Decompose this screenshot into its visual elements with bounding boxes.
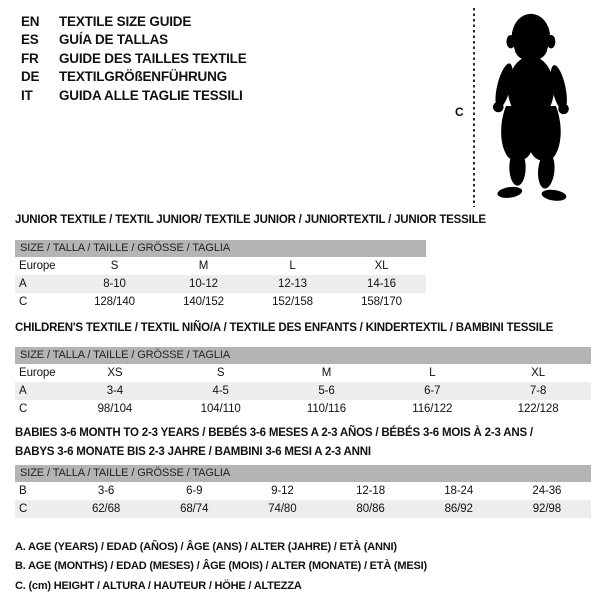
children-textile-section (15, 321, 591, 418)
value-cell: 62/68 (62, 500, 150, 518)
row-label-cell: C (15, 500, 62, 518)
babies-size-header-bar: SIZE / TALLA / TAILLE / GRÖSSE / TAGLIA (15, 465, 591, 482)
junior-table-title: JUNIOR TEXTILE / TEXTIL JUNIOR/ TEXTILE JUNIOR / JUNIORTEXTIL / JUNIOR TESSILE (15, 214, 486, 226)
value-cell: 80/86 (326, 500, 414, 518)
junior-size-table (15, 257, 426, 311)
table-row (15, 382, 591, 400)
language-header (21, 13, 247, 105)
value-cell: XL (374, 260, 389, 272)
table-row (15, 400, 591, 418)
table-row (15, 293, 426, 311)
footnote-height-cm: C. (cm) HEIGHT / ALTURA / HAUTEUR / HÖHE / ALTEZZA (15, 579, 302, 592)
language-code: EN (21, 14, 40, 29)
row-label-cell: Europe (19, 367, 56, 379)
children-table-title: CHILDREN'S TEXTILE / TEXTIL NIÑO/A / TEXTILE DES ENFANTS / KINDERTEXTIL / BAMBINI TESSILE (15, 322, 554, 334)
value-cell: 3-4 (62, 382, 168, 400)
language-row (21, 50, 247, 68)
table-row (15, 482, 591, 500)
language-code: FR (21, 50, 39, 66)
value-cell: M (321, 367, 332, 379)
language-row (21, 68, 247, 86)
value-cell: 3-6 (97, 485, 115, 497)
value-cell: M (198, 260, 209, 272)
row-label-cell: C (19, 296, 28, 308)
language-row (21, 87, 247, 105)
value-cell: 8-10 (70, 275, 159, 293)
value-cell: XS (107, 367, 123, 379)
row-label-cell: C (19, 403, 28, 415)
value-cell: 5-6 (274, 382, 380, 400)
value-cell: 140/152 (183, 296, 224, 308)
value-cell: 12-18 (356, 485, 385, 497)
value-cell: 92/98 (503, 500, 591, 518)
value-cell: 9-12 (271, 485, 294, 497)
value-cell: 12-13 (248, 275, 337, 293)
children-size-header-bar: SIZE / TALLA / TAILLE / GRÖSSE / TAGLIA (15, 347, 591, 364)
value-cell: 18-24 (444, 485, 474, 497)
language-row (21, 13, 247, 31)
value-cell: 74/80 (238, 500, 326, 518)
value-cell: 110/116 (306, 403, 347, 415)
value-cell: 152/158 (272, 296, 313, 308)
row-label-cell: Europe (19, 260, 56, 272)
table-row (15, 257, 426, 275)
value-cell: 128/140 (94, 296, 135, 308)
value-cell: 104/110 (200, 403, 241, 415)
value-cell: L (429, 367, 436, 379)
language-title: TEXTILE SIZE GUIDE (59, 14, 192, 29)
value-cell: 68/74 (150, 500, 238, 518)
language-title: GUIDE DES TAILLES TEXTILE (59, 50, 247, 66)
language-code: ES (21, 32, 39, 48)
language-row (21, 31, 247, 49)
language-code: DE (21, 69, 40, 85)
language-title: GUIDA ALLE TAGLIE TESSILI (59, 87, 243, 103)
value-cell: 24-36 (532, 485, 562, 497)
babies-size-table (15, 482, 591, 518)
value-cell: 7-8 (485, 382, 591, 400)
value-cell: 86/92 (415, 500, 503, 518)
babies-title-line2: BABYS 3-6 MONATE BIS 2-3 JAHRE / BAMBINI 3-6 MESI A 2-3 ANNI (15, 445, 371, 458)
value-cell: 98/104 (97, 403, 133, 415)
language-title: TEXTILGRÖßENFÜHRUNG (59, 69, 227, 85)
footnote-age-years: A. AGE (YEARS) / EDAD (AÑOS) / ÂGE (ANS) / ALTER (JAHRE) / ETÀ (ANNI) (15, 541, 397, 553)
junior-textile-section (15, 213, 486, 311)
value-cell: 4-5 (168, 382, 274, 400)
language-code: IT (21, 87, 33, 103)
babies-table-title (15, 424, 591, 461)
value-cell: 6-7 (379, 382, 485, 400)
footnotes (15, 538, 427, 596)
value-cell: S (216, 367, 225, 379)
value-cell: L (289, 260, 296, 272)
value-cell: 14-16 (337, 275, 426, 293)
row-label-cell: A (15, 275, 70, 293)
height-dashed-line (473, 8, 475, 207)
footnote-age-months: B. AGE (MONTHS) / EDAD (MESES) / ÂGE (MOIS) / ALTER (MONATE) / ETÀ (MESI) (15, 560, 427, 573)
value-cell: 10-12 (159, 275, 248, 293)
children-size-table (15, 364, 591, 418)
table-row (15, 275, 426, 293)
junior-size-header-bar: SIZE / TALLA / TAILLE / GRÖSSE / TAGLIA (15, 240, 426, 257)
babies-title-line1: BABIES 3-6 MONTH TO 2-3 YEARS / BEBÉS 3-6 MESES A 2-3 AÑOS / BÉBÉS 3-6 MOIS À 2-3 ANS / (15, 427, 533, 439)
value-cell: 122/128 (517, 403, 559, 415)
table-row (15, 364, 591, 382)
row-label-cell: A (15, 382, 62, 400)
babies-textile-section (15, 424, 591, 518)
value-cell: 6-9 (186, 485, 203, 497)
table-row (15, 500, 591, 518)
value-cell: 158/170 (361, 296, 402, 308)
value-cell: 116/122 (412, 403, 453, 415)
row-label-cell: B (19, 485, 27, 497)
toddler-silhouette-icon (481, 6, 577, 206)
height-marker-label: C (455, 105, 464, 119)
language-title: GUÍA DE TALLAS (59, 32, 168, 48)
value-cell: S (110, 260, 119, 272)
value-cell: XL (531, 367, 546, 379)
